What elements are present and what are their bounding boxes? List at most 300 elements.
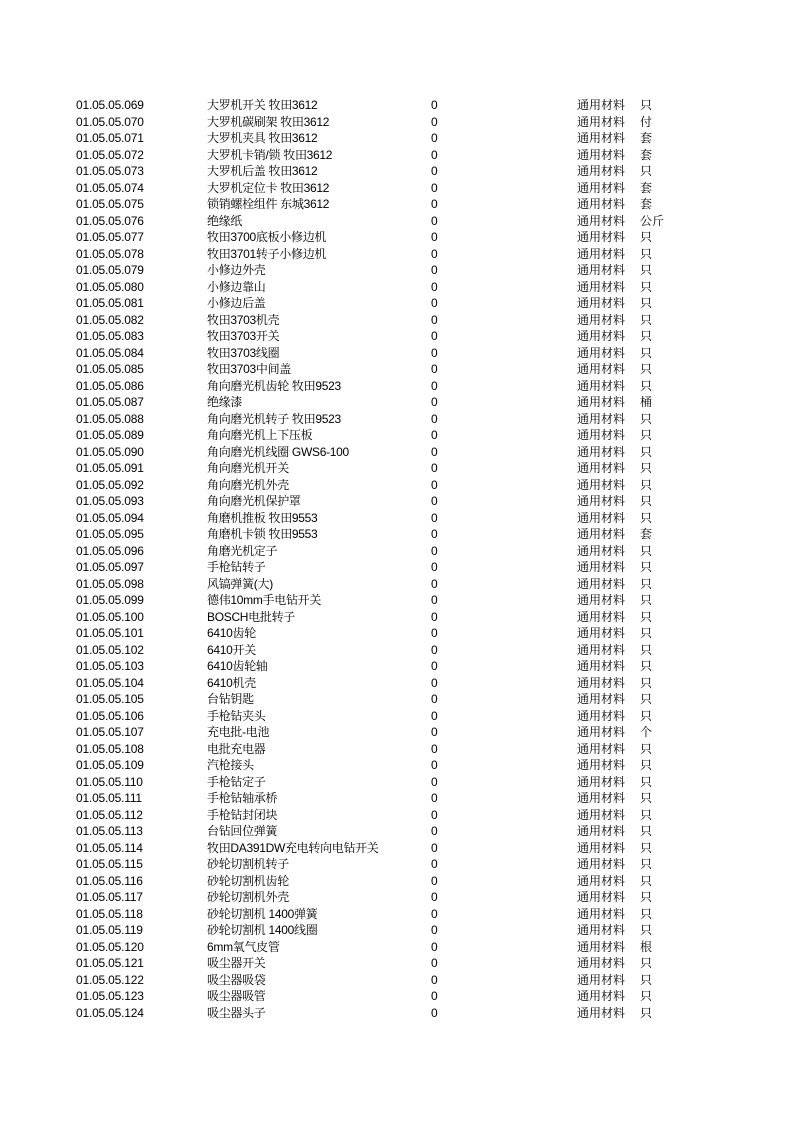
item-unit: 只	[640, 857, 653, 871]
item-quantity: 0	[431, 279, 438, 294]
item-quantity: 0	[431, 180, 438, 195]
item-category: 通用材料	[577, 395, 626, 409]
item-code: 01.05.05.103	[76, 659, 144, 673]
item-code: 01.05.05.104	[76, 675, 144, 690]
item-category: 通用材料	[577, 213, 626, 228]
item-category: 通用材料	[577, 692, 626, 706]
item-name: 6410开关	[207, 642, 256, 657]
table-row	[0, 856, 793, 873]
item-code: 01.05.05.115	[76, 857, 143, 871]
item-category: 通用材料	[577, 296, 626, 310]
item-name: 角磨机卡锁 牧田9553	[207, 527, 318, 541]
item-unit: 只	[640, 510, 653, 525]
item-unit: 只	[640, 659, 653, 673]
item-code: 01.05.05.110	[76, 774, 143, 789]
item-quantity: 0	[431, 972, 438, 987]
item-category: 通用材料	[577, 362, 626, 376]
item-category: 通用材料	[577, 114, 626, 129]
table-row	[0, 345, 793, 362]
item-code: 01.05.05.122	[76, 972, 144, 987]
item-name: 锁销螺栓组件 东城3612	[207, 197, 330, 211]
item-code: 01.05.05.089	[76, 428, 144, 442]
item-quantity: 0	[431, 213, 438, 228]
item-quantity: 0	[431, 725, 438, 739]
table-row	[0, 790, 793, 807]
item-code: 01.05.05.123	[76, 989, 144, 1003]
table-row	[0, 708, 793, 725]
item-name: 牧田DA391DW充电转向电钻开关	[207, 840, 379, 855]
table-row	[0, 1005, 793, 1022]
item-quantity: 0	[431, 378, 438, 393]
item-quantity: 0	[431, 576, 438, 591]
item-category: 通用材料	[577, 609, 626, 624]
item-unit: 套	[640, 131, 653, 145]
item-code: 01.05.05.097	[76, 560, 144, 574]
item-unit: 只	[640, 279, 653, 294]
item-name: 手枪钻定子	[207, 774, 266, 789]
item-quantity: 0	[431, 642, 438, 657]
item-unit: 只	[640, 989, 653, 1003]
item-code: 01.05.05.074	[76, 180, 144, 195]
item-name: 角磨光机定子	[207, 543, 278, 558]
item-code: 01.05.05.113	[76, 824, 143, 838]
table-row	[0, 378, 793, 395]
table-row	[0, 939, 793, 956]
item-code: 01.05.05.120	[76, 939, 144, 954]
item-unit: 只	[640, 609, 653, 624]
table-row	[0, 526, 793, 543]
item-name: 角向磨光机线圈 GWS6-100	[207, 444, 349, 459]
item-quantity: 0	[431, 428, 438, 442]
item-code: 01.05.05.083	[76, 329, 144, 343]
item-name: 角向磨光机上下压板	[207, 428, 313, 442]
item-code: 01.05.05.096	[76, 543, 144, 558]
item-name: 6410齿轮	[207, 626, 256, 640]
item-code: 01.05.05.119	[76, 923, 143, 937]
item-category: 通用材料	[577, 312, 626, 327]
item-quantity: 0	[431, 312, 438, 327]
item-unit: 只	[640, 312, 653, 327]
item-unit: 只	[640, 956, 653, 970]
item-unit: 只	[640, 477, 653, 492]
item-category: 通用材料	[577, 989, 626, 1003]
item-quantity: 0	[431, 675, 438, 690]
item-name: 大罗机碳刷架 牧田3612	[207, 114, 330, 129]
item-name: 绝缘漆	[207, 395, 243, 409]
item-quantity: 0	[431, 659, 438, 673]
item-code: 01.05.05.084	[76, 345, 144, 360]
item-unit: 只	[640, 791, 653, 805]
item-unit: 只	[640, 774, 653, 789]
item-code: 01.05.05.101	[76, 626, 144, 640]
item-quantity: 0	[431, 791, 438, 805]
item-quantity: 0	[431, 692, 438, 706]
item-quantity: 0	[431, 411, 438, 426]
item-category: 通用材料	[577, 758, 626, 772]
table-row	[0, 411, 793, 428]
item-unit: 只	[640, 642, 653, 657]
item-unit: 只	[640, 230, 653, 244]
item-unit: 只	[640, 329, 653, 343]
item-category: 通用材料	[577, 428, 626, 442]
item-unit: 套	[640, 527, 653, 541]
item-quantity: 0	[431, 593, 438, 607]
item-category: 通用材料	[577, 593, 626, 607]
item-category: 通用材料	[577, 857, 626, 871]
item-category: 通用材料	[577, 263, 626, 277]
item-name: 德伟10mm手电钻开关	[207, 593, 322, 607]
item-category: 通用材料	[577, 510, 626, 525]
item-name: 大罗机后盖 牧田3612	[207, 164, 318, 178]
item-code: 01.05.05.081	[76, 296, 144, 310]
item-name: 小修边后盖	[207, 296, 266, 310]
item-unit: 只	[640, 345, 653, 360]
table-row	[0, 922, 793, 939]
item-quantity: 0	[431, 956, 438, 970]
item-name: 吸尘器吸袋	[207, 972, 266, 987]
item-unit: 公斤	[640, 213, 665, 228]
item-name: 角向磨光机开关	[207, 461, 289, 475]
item-unit: 只	[640, 626, 653, 640]
item-quantity: 0	[431, 147, 438, 162]
item-name: 角向磨光机保护罩	[207, 494, 301, 508]
item-code: 01.05.05.117	[76, 890, 143, 904]
item-unit: 个	[640, 725, 653, 739]
item-category: 通用材料	[577, 477, 626, 492]
table-row	[0, 114, 793, 131]
item-name: BOSCH电批转子	[207, 609, 295, 624]
item-category: 通用材料	[577, 873, 626, 888]
item-name: 充电批-电池	[207, 725, 270, 739]
item-name: 牧田3703线圈	[207, 345, 280, 360]
item-name: 吸尘器吸管	[207, 989, 266, 1003]
item-category: 通用材料	[577, 972, 626, 987]
item-category: 通用材料	[577, 197, 626, 211]
item-name: 6410机壳	[207, 675, 256, 690]
item-quantity: 0	[431, 494, 438, 508]
item-name: 台钻回位弹簧	[207, 824, 278, 838]
item-quantity: 0	[431, 626, 438, 640]
table-row	[0, 576, 793, 593]
item-name: 风镐弹簧(大)	[207, 576, 273, 591]
item-category: 通用材料	[577, 725, 626, 739]
item-unit: 只	[640, 411, 653, 426]
item-category: 通用材料	[577, 939, 626, 954]
item-category: 通用材料	[577, 741, 626, 756]
item-category: 通用材料	[577, 642, 626, 657]
item-code: 01.05.05.095	[76, 527, 144, 541]
item-name: 手枪钻轴承桥	[207, 791, 278, 805]
item-unit: 套	[640, 147, 653, 162]
item-name: 电批充电器	[207, 741, 266, 756]
item-code: 01.05.05.075	[76, 197, 144, 211]
item-code: 01.05.05.077	[76, 230, 144, 244]
item-category: 通用材料	[577, 378, 626, 393]
item-name: 角磨机推板 牧田9553	[207, 510, 318, 525]
table-row	[0, 130, 793, 147]
table-row	[0, 906, 793, 923]
item-quantity: 0	[431, 296, 438, 310]
table-row	[0, 988, 793, 1005]
table-row	[0, 642, 793, 659]
item-name: 手枪钻转子	[207, 560, 266, 574]
table-row	[0, 394, 793, 411]
item-unit: 只	[640, 758, 653, 772]
item-category: 通用材料	[577, 890, 626, 904]
table-row	[0, 493, 793, 510]
table-row	[0, 840, 793, 857]
item-quantity: 0	[431, 395, 438, 409]
item-name: 大罗机定位卡 牧田3612	[207, 180, 330, 195]
item-unit: 只	[640, 708, 653, 723]
item-code: 01.05.05.094	[76, 510, 144, 525]
item-code: 01.05.05.100	[76, 609, 144, 624]
table-row	[0, 444, 793, 461]
table-row	[0, 724, 793, 741]
item-unit: 套	[640, 180, 653, 195]
item-category: 通用材料	[577, 675, 626, 690]
item-unit: 只	[640, 164, 653, 178]
item-quantity: 0	[431, 873, 438, 888]
table-row	[0, 262, 793, 279]
item-quantity: 0	[431, 461, 438, 475]
item-category: 通用材料	[577, 626, 626, 640]
item-code: 01.05.05.121	[76, 956, 144, 970]
item-category: 通用材料	[577, 708, 626, 723]
table-row	[0, 510, 793, 527]
table-row	[0, 823, 793, 840]
table-row	[0, 889, 793, 906]
item-name: 牧田3703开关	[207, 329, 280, 343]
item-quantity: 0	[431, 329, 438, 343]
item-name: 小修边靠山	[207, 279, 266, 294]
table-row	[0, 328, 793, 345]
item-unit: 只	[640, 362, 653, 376]
item-category: 通用材料	[577, 461, 626, 475]
item-unit: 只	[640, 543, 653, 558]
item-quantity: 0	[431, 807, 438, 822]
table-row	[0, 625, 793, 642]
table-row	[0, 658, 793, 675]
item-quantity: 0	[431, 758, 438, 772]
item-quantity: 0	[431, 477, 438, 492]
item-category: 通用材料	[577, 147, 626, 162]
item-quantity: 0	[431, 741, 438, 756]
item-name: 牧田3703机壳	[207, 312, 280, 327]
item-code: 01.05.05.087	[76, 395, 144, 409]
item-category: 通用材料	[577, 164, 626, 178]
item-code: 01.05.05.085	[76, 362, 144, 376]
table-row	[0, 592, 793, 609]
item-name: 牧田3701转子小修边机	[207, 246, 327, 261]
item-category: 通用材料	[577, 230, 626, 244]
item-category: 通用材料	[577, 494, 626, 508]
item-code: 01.05.05.079	[76, 263, 144, 277]
item-code: 01.05.05.114	[76, 840, 143, 855]
item-name: 台钻钥匙	[207, 692, 254, 706]
item-category: 通用材料	[577, 923, 626, 937]
table-row	[0, 609, 793, 626]
item-quantity: 0	[431, 989, 438, 1003]
item-code: 01.05.05.093	[76, 494, 144, 508]
item-name: 砂轮切割机 1400线圈	[207, 923, 318, 937]
item-quantity: 0	[431, 890, 438, 904]
item-category: 通用材料	[577, 279, 626, 294]
item-name: 手枪钻封闭块	[207, 807, 278, 822]
table-row	[0, 543, 793, 560]
item-unit: 只	[640, 873, 653, 888]
item-quantity: 0	[431, 1005, 438, 1020]
table-row	[0, 147, 793, 164]
item-code: 01.05.05.111	[76, 791, 142, 805]
table-row	[0, 295, 793, 312]
item-unit: 桶	[640, 395, 653, 409]
item-unit: 套	[640, 197, 653, 211]
item-name: 牧田3703中间盖	[207, 362, 291, 376]
table-row	[0, 97, 793, 114]
item-category: 通用材料	[577, 956, 626, 970]
item-category: 通用材料	[577, 246, 626, 261]
table-row	[0, 213, 793, 230]
item-quantity: 0	[431, 840, 438, 855]
item-category: 通用材料	[577, 411, 626, 426]
item-name: 角向磨光机齿轮 牧田9523	[207, 378, 341, 393]
item-code: 01.05.05.098	[76, 576, 144, 591]
item-code: 01.05.05.118	[76, 906, 143, 921]
item-quantity: 0	[431, 609, 438, 624]
item-name: 大罗机开关 牧田3612	[207, 98, 318, 112]
item-code: 01.05.05.102	[76, 642, 144, 657]
item-quantity: 0	[431, 824, 438, 838]
item-name: 6410齿轮轴	[207, 659, 268, 673]
item-code: 01.05.05.070	[76, 114, 144, 129]
item-name: 手枪钻夹头	[207, 708, 266, 723]
item-code: 01.05.05.088	[76, 411, 144, 426]
item-code: 01.05.05.109	[76, 758, 144, 772]
table-row	[0, 246, 793, 263]
item-code: 01.05.05.071	[76, 131, 144, 145]
item-name: 砂轮切割机齿轮	[207, 873, 289, 888]
item-code: 01.05.05.099	[76, 593, 144, 607]
item-name: 砂轮切割机转子	[207, 857, 289, 871]
table-row	[0, 955, 793, 972]
item-name: 6mm氧气皮管	[207, 939, 280, 954]
item-quantity: 0	[431, 560, 438, 574]
item-quantity: 0	[431, 510, 438, 525]
item-quantity: 0	[431, 939, 438, 954]
item-unit: 只	[640, 444, 653, 459]
item-category: 通用材料	[577, 1005, 626, 1020]
table-row	[0, 972, 793, 989]
item-unit: 只	[640, 263, 653, 277]
item-category: 通用材料	[577, 840, 626, 855]
item-quantity: 0	[431, 263, 438, 277]
item-name: 吸尘器开关	[207, 956, 266, 970]
table-row	[0, 757, 793, 774]
item-quantity: 0	[431, 345, 438, 360]
item-quantity: 0	[431, 362, 438, 376]
item-unit: 只	[640, 807, 653, 822]
item-unit: 只	[640, 296, 653, 310]
item-unit: 只	[640, 675, 653, 690]
table-row	[0, 774, 793, 791]
item-quantity: 0	[431, 543, 438, 558]
item-unit: 只	[640, 923, 653, 937]
item-unit: 只	[640, 972, 653, 987]
item-unit: 根	[640, 939, 653, 954]
item-code: 01.05.05.072	[76, 147, 144, 162]
item-category: 通用材料	[577, 329, 626, 343]
table-row	[0, 477, 793, 494]
item-unit: 只	[640, 593, 653, 607]
table-row	[0, 361, 793, 378]
item-category: 通用材料	[577, 444, 626, 459]
item-code: 01.05.05.092	[76, 477, 144, 492]
item-unit: 只	[640, 560, 653, 574]
item-category: 通用材料	[577, 824, 626, 838]
table-row	[0, 873, 793, 890]
item-unit: 只	[640, 1005, 653, 1020]
item-category: 通用材料	[577, 560, 626, 574]
item-quantity: 0	[431, 98, 438, 112]
item-category: 通用材料	[577, 791, 626, 805]
item-quantity: 0	[431, 246, 438, 261]
item-code: 01.05.05.124	[76, 1005, 144, 1020]
item-name: 绝缘纸	[207, 213, 243, 228]
item-unit: 只	[640, 824, 653, 838]
item-unit: 只	[640, 576, 653, 591]
item-quantity: 0	[431, 444, 438, 459]
item-category: 通用材料	[577, 345, 626, 360]
item-name: 砂轮切割机外壳	[207, 890, 289, 904]
item-name: 角向磨光机外壳	[207, 477, 289, 492]
item-unit: 只	[640, 378, 653, 393]
item-quantity: 0	[431, 114, 438, 129]
item-category: 通用材料	[577, 527, 626, 541]
item-code: 01.05.05.078	[76, 246, 144, 261]
item-category: 通用材料	[577, 180, 626, 195]
item-quantity: 0	[431, 857, 438, 871]
item-quantity: 0	[431, 527, 438, 541]
item-name: 牧田3700底板小修边机	[207, 230, 327, 244]
table-row	[0, 691, 793, 708]
item-name: 砂轮切割机 1400弹簧	[207, 906, 318, 921]
table-row	[0, 807, 793, 824]
item-name: 小修边外壳	[207, 263, 266, 277]
item-unit: 付	[640, 114, 653, 129]
item-category: 通用材料	[577, 659, 626, 673]
item-name: 角向磨光机转子 牧田9523	[207, 411, 341, 426]
item-quantity: 0	[431, 230, 438, 244]
table-row	[0, 741, 793, 758]
item-quantity: 0	[431, 774, 438, 789]
item-code: 01.05.05.108	[76, 741, 144, 756]
item-category: 通用材料	[577, 807, 626, 822]
item-category: 通用材料	[577, 576, 626, 591]
item-code: 01.05.05.105	[76, 692, 144, 706]
item-code: 01.05.05.106	[76, 708, 144, 723]
item-code: 01.05.05.069	[76, 98, 144, 112]
item-quantity: 0	[431, 197, 438, 211]
table-row	[0, 229, 793, 246]
item-category: 通用材料	[577, 131, 626, 145]
item-unit: 只	[640, 494, 653, 508]
table-row	[0, 460, 793, 477]
item-code: 01.05.05.076	[76, 213, 144, 228]
item-unit: 只	[640, 741, 653, 756]
item-unit: 只	[640, 461, 653, 475]
item-code: 01.05.05.090	[76, 444, 144, 459]
